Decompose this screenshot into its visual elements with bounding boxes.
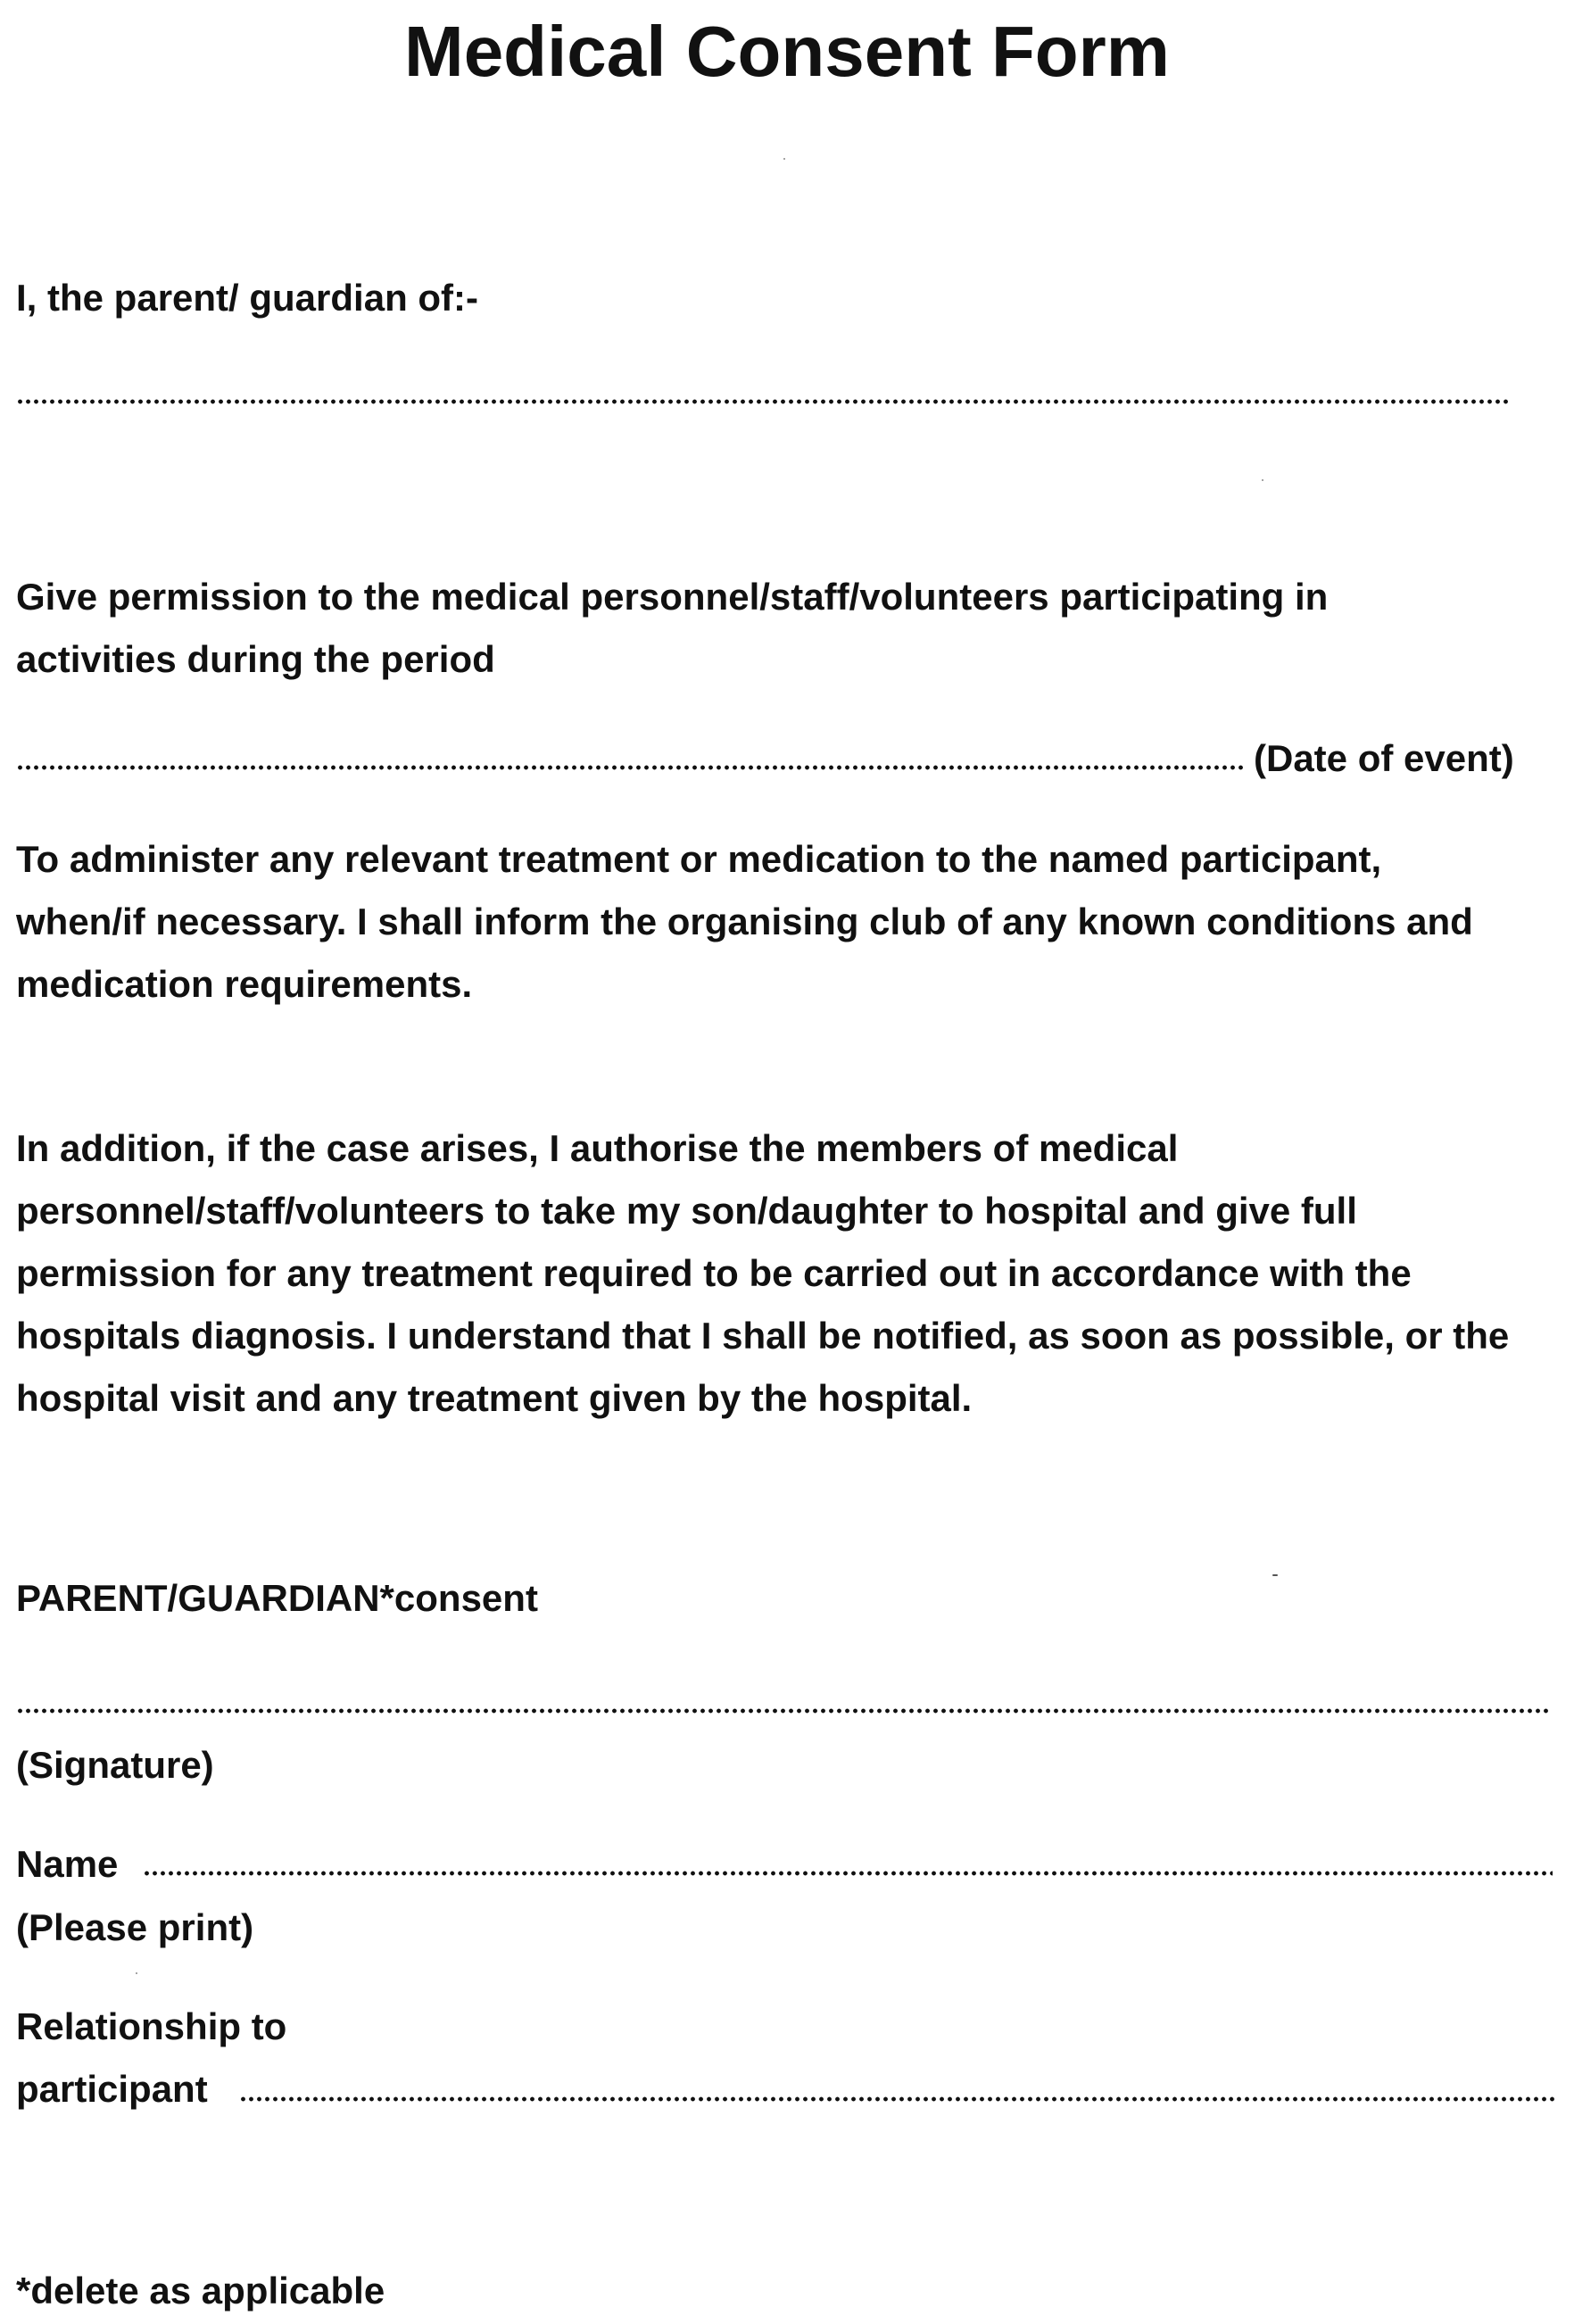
permission-paragraph [16, 566, 1560, 691]
signature-label: (Signature) [16, 1744, 214, 1786]
relationship-field[interactable] [239, 2096, 1558, 2102]
addition-paragraph [16, 1117, 1560, 1430]
signature-field[interactable] [16, 1708, 1551, 1714]
relationship-block [16, 1996, 1560, 2121]
footnote: *delete as applicable [16, 2270, 385, 2312]
addition-line-2: personnel/staff/volunteers to take my son/daughter to hospital and give full [16, 1190, 1357, 1232]
form-title: Medical Consent Form [404, 12, 1170, 91]
administer-line-1: To administer any relevant treatment or medication to the named participant, [16, 838, 1382, 880]
name-field[interactable] [143, 1871, 1553, 1876]
permission-line-1: Give permission to the medical personnel/staff/volunteers participating in [16, 576, 1329, 618]
child-name-field[interactable] [16, 399, 1511, 404]
event-date-field[interactable] [16, 765, 1243, 770]
intro-text: I, the parent/ guardian of:- [16, 277, 479, 319]
scan-speck [136, 1972, 137, 1974]
scan-speck [783, 158, 785, 160]
addition-line-1: In addition, if the case arises, I authorise the members of medical [16, 1127, 1179, 1169]
scan-speck [1272, 1574, 1278, 1576]
addition-line-4: hospitals diagnosis. I understand that I shall be notified, as soon as possible, or the [16, 1315, 1510, 1357]
administer-line-3: medication requirements. [16, 963, 473, 1005]
name-label: Name [16, 1843, 119, 1885]
permission-line-2: activities during the period [16, 638, 495, 680]
please-print-label: (Please print) [16, 1906, 254, 1948]
addition-line-3: permission for any treatment required to be carried out in accordance with the [16, 1252, 1412, 1294]
administer-paragraph [16, 828, 1560, 1016]
relationship-line-1: Relationship to [16, 2005, 287, 2047]
scan-speck [1262, 479, 1263, 481]
consent-heading: PARENT/GUARDIAN*consent [16, 1577, 538, 1619]
relationship-line-2: participant [16, 2068, 208, 2110]
date-of-event-label: (Date of event) [1254, 737, 1514, 779]
administer-line-2: when/if necessary. I shall inform the organising club of any known conditions and [16, 901, 1473, 942]
addition-line-5: hospital visit and any treatment given by the hospital. [16, 1377, 973, 1419]
